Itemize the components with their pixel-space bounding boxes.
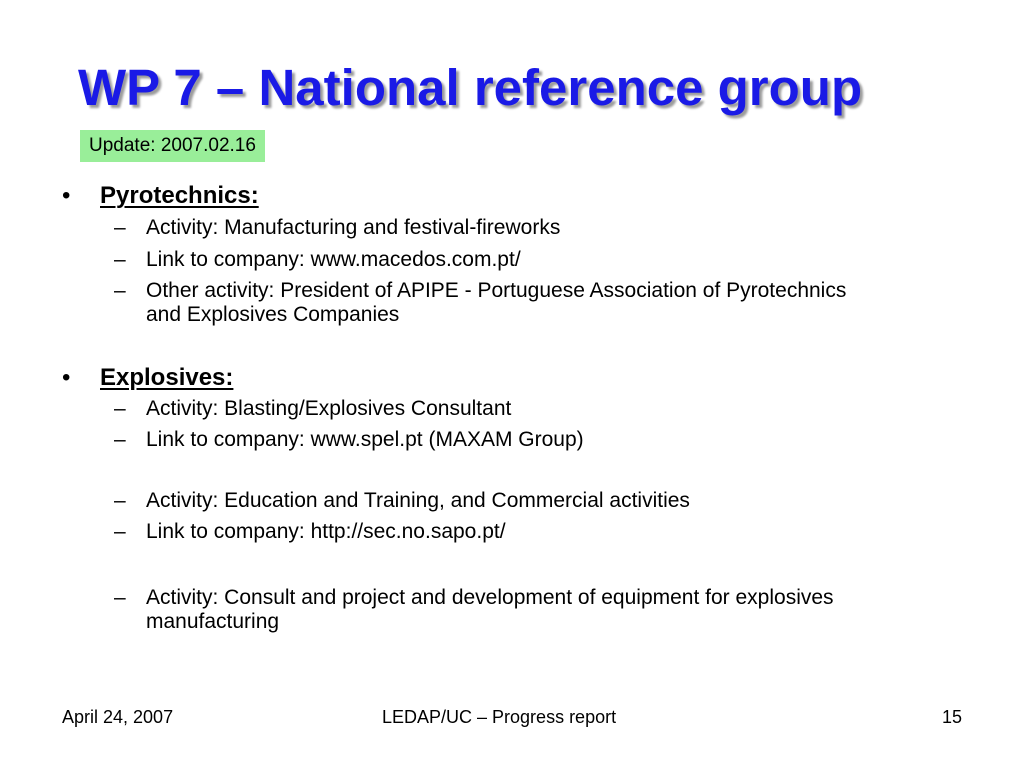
- footer-title: LEDAP/UC – Progress report: [382, 707, 617, 727]
- dash-marker: –: [114, 279, 126, 302]
- bullet-pyrotechnics: •: [62, 182, 71, 209]
- section-heading-explosives: Explosives:: [100, 364, 234, 391]
- dash-marker: –: [114, 428, 126, 451]
- footer-date: April 24, 2007: [62, 707, 174, 727]
- list-item: Activity: Manufacturing and festival-fireworks: [146, 216, 561, 239]
- list-item: Other activity: President of APIPE - Portuguese Association of Pyrotechnics and Explosives Companies: [146, 279, 847, 326]
- dash-marker: –: [114, 216, 126, 239]
- dash-marker: –: [114, 248, 126, 271]
- list-item: Link to company: http://sec.no.sapo.pt/: [146, 520, 506, 543]
- section-heading-pyrotechnics: Pyrotechnics:: [100, 182, 259, 209]
- list-item: Link to company: www.spel.pt (MAXAM Group): [146, 428, 584, 451]
- bullet-explosives: •: [62, 364, 71, 391]
- update-badge: Update: 2007.02.16: [80, 130, 265, 162]
- dash-marker: –: [114, 397, 126, 420]
- list-item: Activity: Education and Training, and Commercial activities: [146, 489, 690, 512]
- slide-title: WP 7 – National reference group: [78, 59, 863, 116]
- dash-marker: –: [114, 586, 126, 609]
- dash-marker: –: [114, 520, 126, 543]
- list-item: Link to company: www.macedos.com.pt/: [146, 248, 521, 271]
- page-number: 15: [942, 707, 963, 727]
- list-item: Activity: Blasting/Explosives Consultant: [146, 397, 512, 420]
- dash-marker: –: [114, 489, 126, 512]
- list-item: Activity: Consult and project and development of equipment for explosives manufacturing: [146, 586, 834, 633]
